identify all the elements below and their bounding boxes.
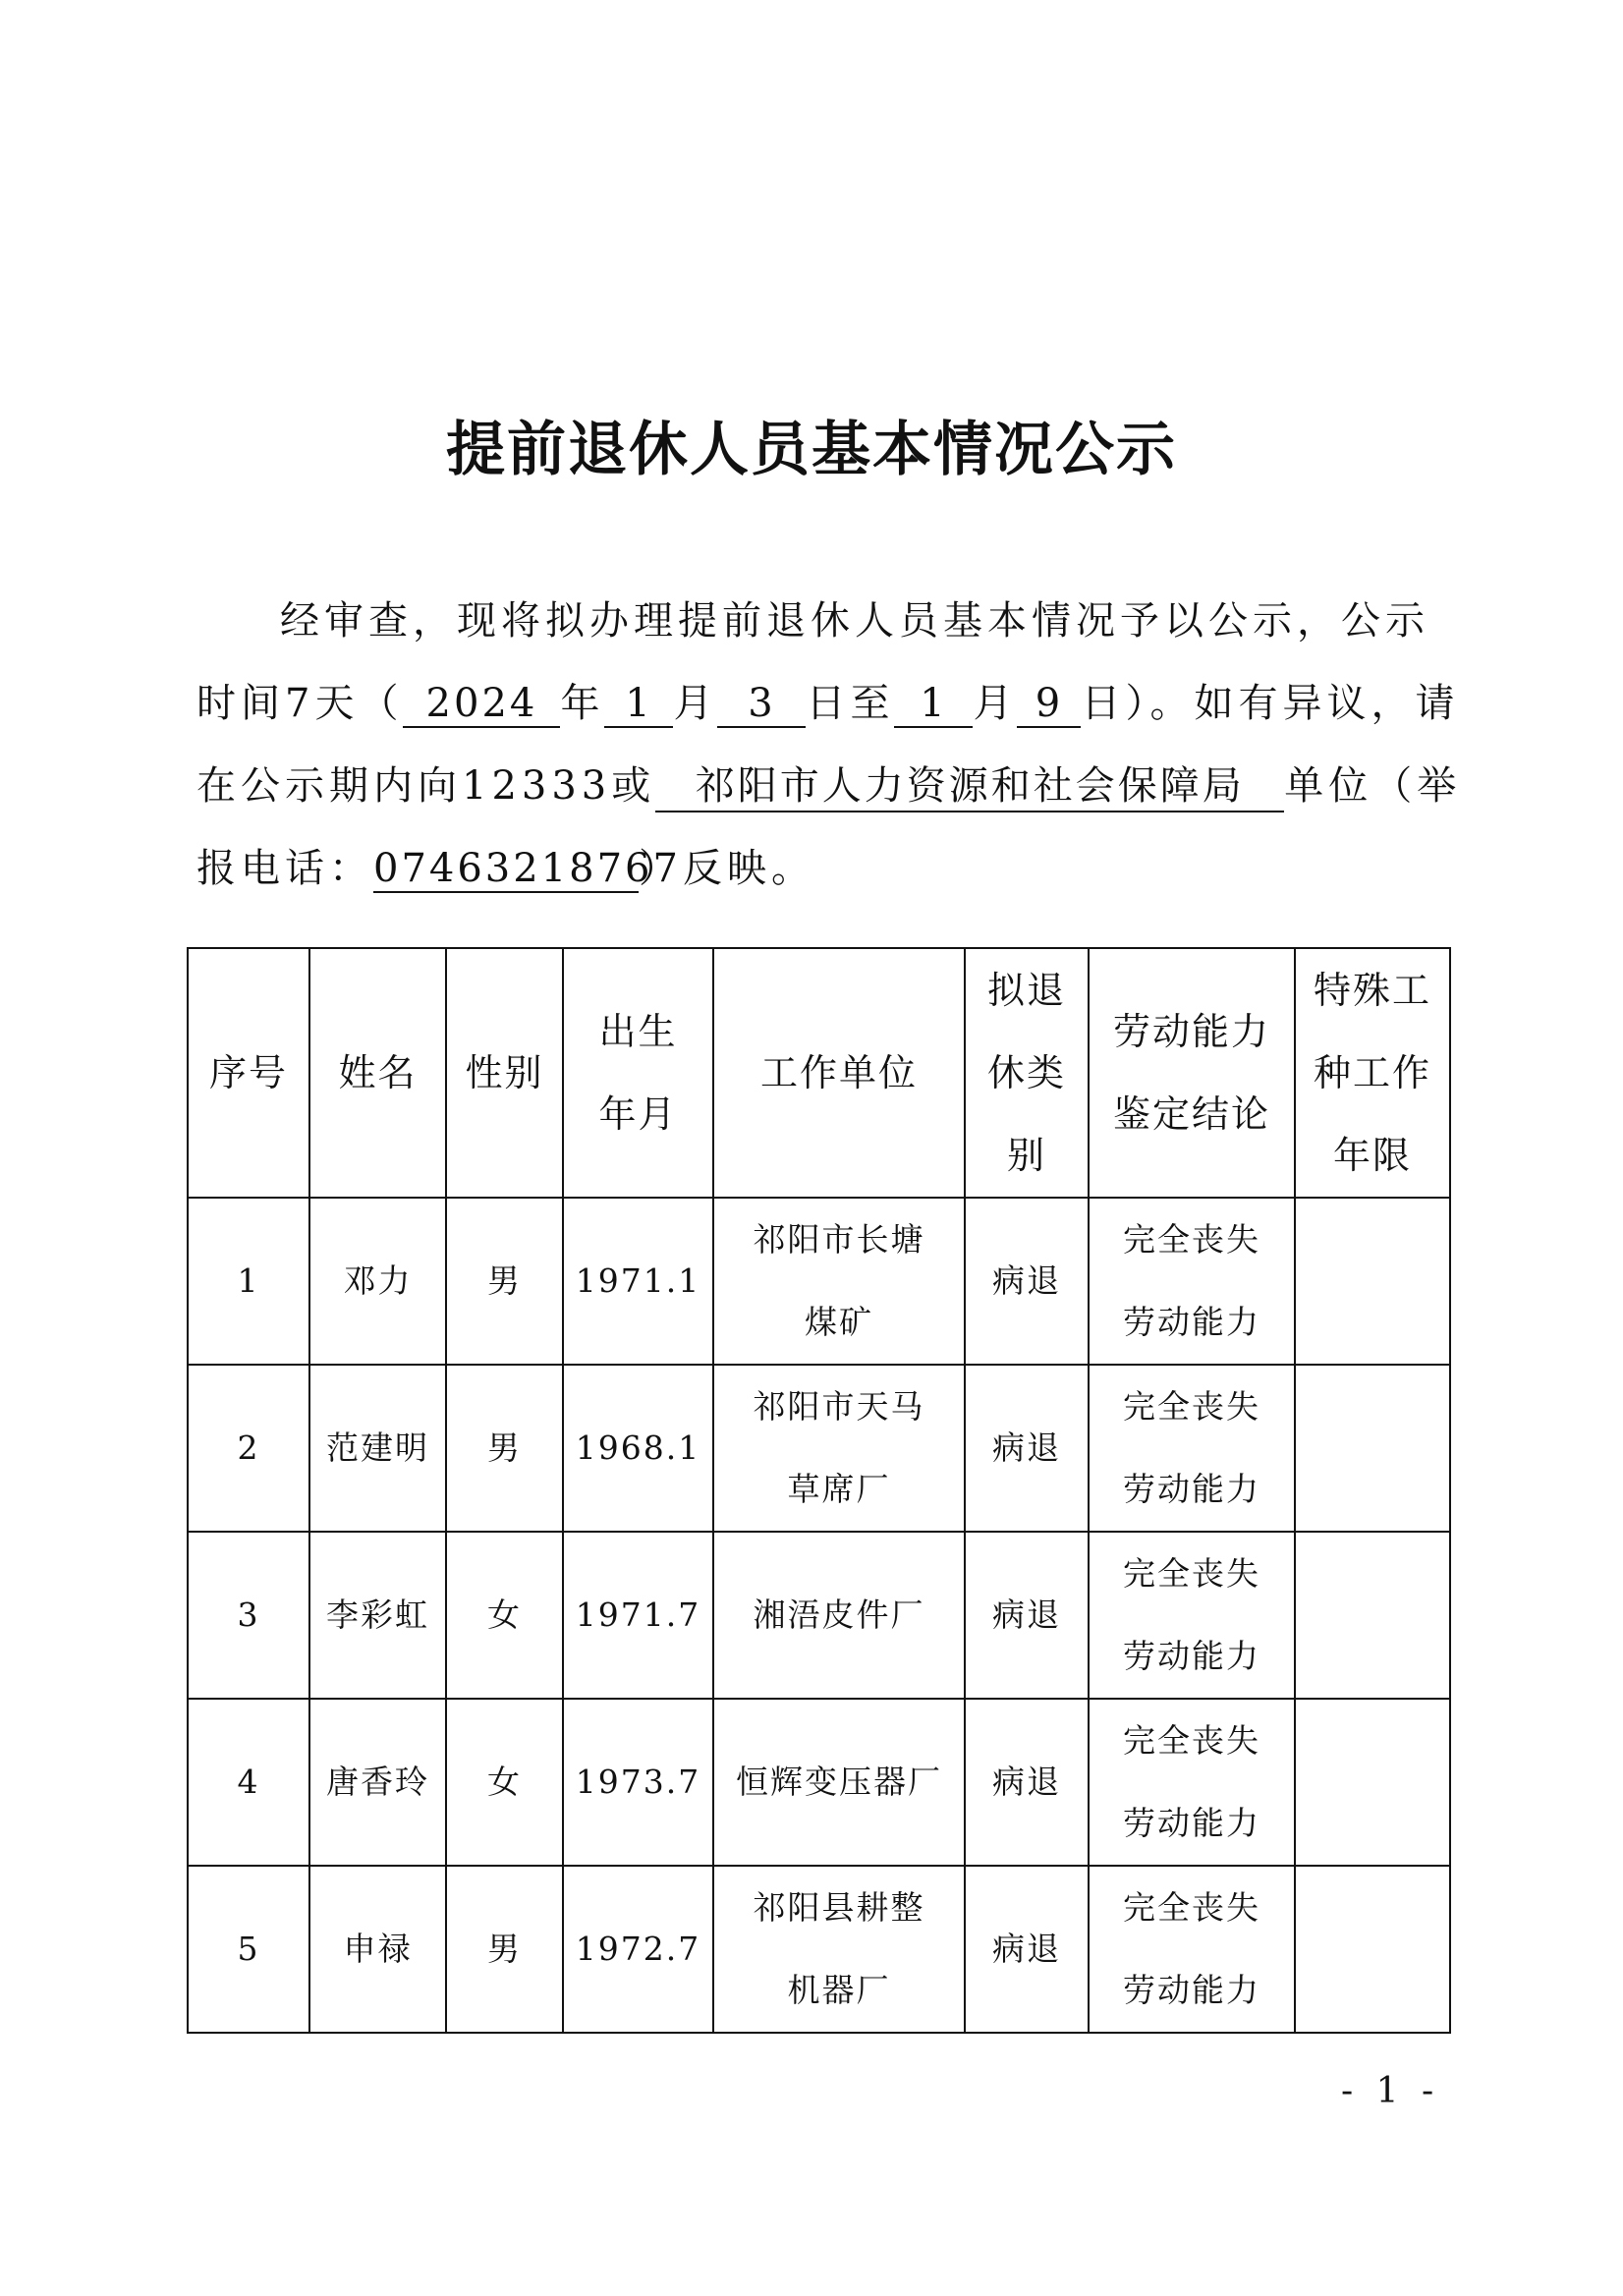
notice-text: 在公示期内向12333或 [196, 763, 656, 809]
cell-seq: 5 [188, 1866, 309, 2033]
notice-text: 日）。如有异议，请 [1081, 681, 1460, 726]
notice-text: 年 [560, 681, 605, 726]
cell-special [1295, 1365, 1450, 1532]
notice-text: 单位（举 [1284, 763, 1462, 809]
header-employer: 工作单位 [713, 948, 965, 1198]
table-header-row [188, 948, 1450, 1198]
retiree-table [187, 947, 1451, 2034]
cell-birth: 1971.1 [563, 1198, 713, 1365]
cell-retire-type: 病退 [965, 1365, 1089, 1532]
notice-year: 2024 [403, 681, 560, 728]
header-retire-type: 拟退休类别 [965, 948, 1089, 1198]
cell-name: 范建明 [309, 1365, 446, 1532]
notice-text: 时间7天（ [196, 681, 404, 726]
cell-seq: 2 [188, 1365, 309, 1532]
table-row [188, 1699, 1450, 1866]
header-birth: 出生年月 [563, 948, 713, 1198]
cell-retire-type: 病退 [965, 1699, 1089, 1866]
notice-line-3 [196, 755, 1461, 812]
notice-day-end: 9 [1017, 681, 1081, 728]
header-gender: 性别 [446, 948, 563, 1198]
cell-name: 邓力 [309, 1198, 446, 1365]
cell-employer: 祁阳市长塘煤矿 [713, 1198, 965, 1365]
cell-ability: 完全丧失劳动能力 [1089, 1532, 1295, 1699]
cell-gender: 男 [446, 1866, 563, 2033]
cell-gender: 女 [446, 1699, 563, 1866]
cell-special [1295, 1532, 1450, 1699]
notice-text: ）反映。 [639, 846, 815, 891]
notice-line-2 [196, 672, 1459, 728]
cell-name: 申禄 [309, 1866, 446, 2033]
page-number: - 1 - [1341, 2071, 1440, 2111]
cell-ability: 完全丧失劳动能力 [1089, 1699, 1295, 1866]
header-seq: 序号 [188, 948, 309, 1198]
cell-employer: 恒辉变压器厂 [713, 1699, 965, 1866]
cell-special [1295, 1198, 1450, 1365]
cell-ability: 完全丧失劳动能力 [1089, 1198, 1295, 1365]
notice-text: 报电话： [196, 846, 373, 891]
table-row [188, 1532, 1450, 1699]
cell-seq: 1 [188, 1198, 309, 1365]
notice-text: 日至 [806, 681, 895, 726]
cell-birth: 1973.7 [563, 1699, 713, 1866]
table-row [188, 1198, 1450, 1365]
cell-special [1295, 1699, 1450, 1866]
cell-retire-type: 病退 [965, 1198, 1089, 1365]
cell-name: 李彩虹 [309, 1532, 446, 1699]
header-ability: 劳动能力鉴定结论 [1089, 948, 1295, 1198]
cell-employer: 湘浯皮件厂 [713, 1532, 965, 1699]
notice-day-start: 3 [717, 681, 806, 728]
cell-seq: 4 [188, 1699, 309, 1866]
table-row [188, 1866, 1450, 2033]
cell-ability: 完全丧失劳动能力 [1089, 1365, 1295, 1532]
cell-ability: 完全丧失劳动能力 [1089, 1866, 1295, 2033]
cell-birth: 1968.1 [563, 1365, 713, 1532]
page-title: 提前退休人员基本情况公示 [446, 416, 1177, 484]
header-name: 姓名 [309, 948, 446, 1198]
cell-special [1295, 1866, 1450, 2033]
cell-gender: 男 [446, 1198, 563, 1365]
header-special: 特殊工种工作年限 [1295, 948, 1450, 1198]
cell-retire-type: 病退 [965, 1532, 1089, 1699]
notice-unit: 祁阳市人力资源和社会保障局 [655, 755, 1284, 812]
notice-line-1: 经审查，现将拟办理提前退休人员基本情况予以公示，公示 [280, 598, 1429, 644]
notice-month-end: 1 [894, 681, 973, 728]
cell-employer: 祁阳县耕整机器厂 [713, 1866, 965, 2033]
notice-text: 月 [973, 681, 1018, 726]
notice-text: 月 [673, 681, 718, 726]
cell-birth: 1971.7 [563, 1532, 713, 1699]
table-row [188, 1365, 1450, 1532]
cell-name: 唐香玲 [309, 1699, 446, 1866]
cell-retire-type: 病退 [965, 1866, 1089, 2033]
notice-line-4 [196, 837, 815, 893]
notice-phone: 07463218767 [373, 846, 681, 891]
cell-birth: 1972.7 [563, 1866, 713, 2033]
cell-seq: 3 [188, 1532, 309, 1699]
notice-month-start: 1 [604, 681, 673, 728]
cell-employer: 祁阳市天马草席厂 [713, 1365, 965, 1532]
cell-gender: 男 [446, 1365, 563, 1532]
cell-gender: 女 [446, 1532, 563, 1699]
